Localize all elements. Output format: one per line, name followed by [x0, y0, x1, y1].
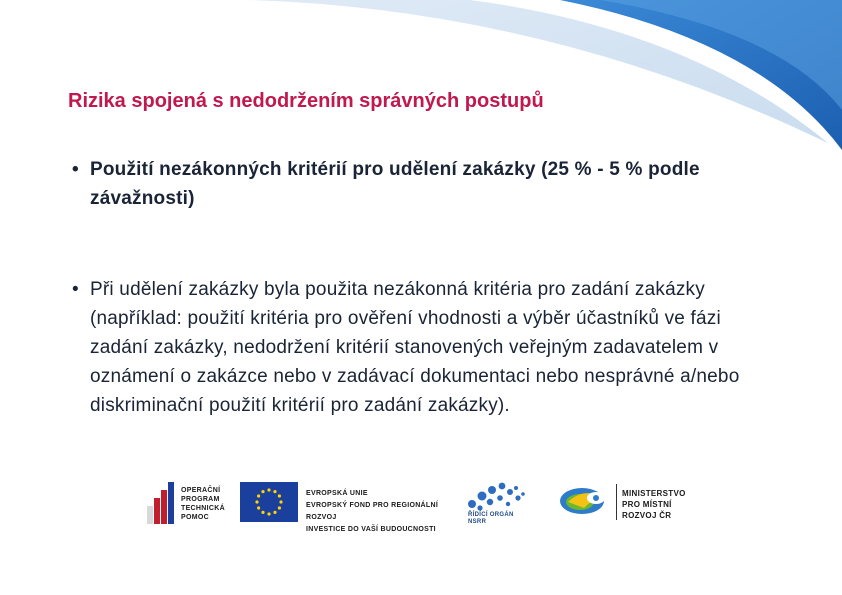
bullet-text-2: Při udělení zakázky byla použita nezákonná kritéria pro zadání zakázky (například: použití kritéria pro ověření vhodnosti a výběr účastníků ve fázi zadání zakázky, nedodržení kritérií stanovených veřejným zadavatelem v oznámení o zakázce nebo v zadávací dokumentaci nebo nesprávné a/nebo diskriminační použití kritérií pro zadání zakázky). [90, 279, 740, 416]
op-logo-line: POMOC [181, 514, 209, 521]
bullet-item-1 [72, 155, 752, 213]
op-logo [145, 478, 235, 526]
bullet-text-1: Použití nezákonných kritérií pro udělení zakázky (25 % - 5 % podle závažnosti) [90, 159, 700, 209]
mmr-emblem-icon [558, 484, 612, 518]
ro-dots-icon [460, 478, 530, 512]
bullet-item-2 [72, 275, 772, 420]
mmr-logo-line: PRO MÍSTNÍ [622, 500, 672, 509]
eu-logo-line: EVROPSKÝ FOND PRO REGIONÁLNÍ ROZVOJ [306, 502, 439, 521]
mmr-logo-line: MINISTERSTVO [622, 489, 686, 498]
ro-logo-line: NSRR [468, 519, 487, 525]
footer-logos [140, 478, 740, 533]
ro-logo-line: ŘÍDÍCÍ ORGÁN [468, 512, 514, 518]
slide-title: Rizika spojená s nedodržením správných postupů [68, 90, 544, 112]
bullet-icon: • [72, 159, 79, 180]
eu-flag-icon [240, 482, 298, 522]
eu-logo [240, 478, 460, 533]
op-logo-line: OPERAČNÍ [181, 487, 221, 494]
bullet-icon: • [72, 279, 79, 300]
eu-logo-line: INVESTICE DO VAŠÍ BUDOUCNOSTI [306, 526, 436, 533]
eu-logo-line: EVROPSKÁ UNIE [306, 490, 368, 497]
mmr-logo [558, 478, 738, 526]
op-logo-line: TECHNICKÁ [181, 505, 225, 512]
op-bars-icon [145, 478, 175, 524]
ro-logo [460, 478, 540, 526]
header-swoosh-decoration [0, 0, 842, 160]
mmr-logo-line: ROZVOJ ČR [622, 511, 672, 520]
op-logo-line: PROGRAM [181, 496, 220, 503]
